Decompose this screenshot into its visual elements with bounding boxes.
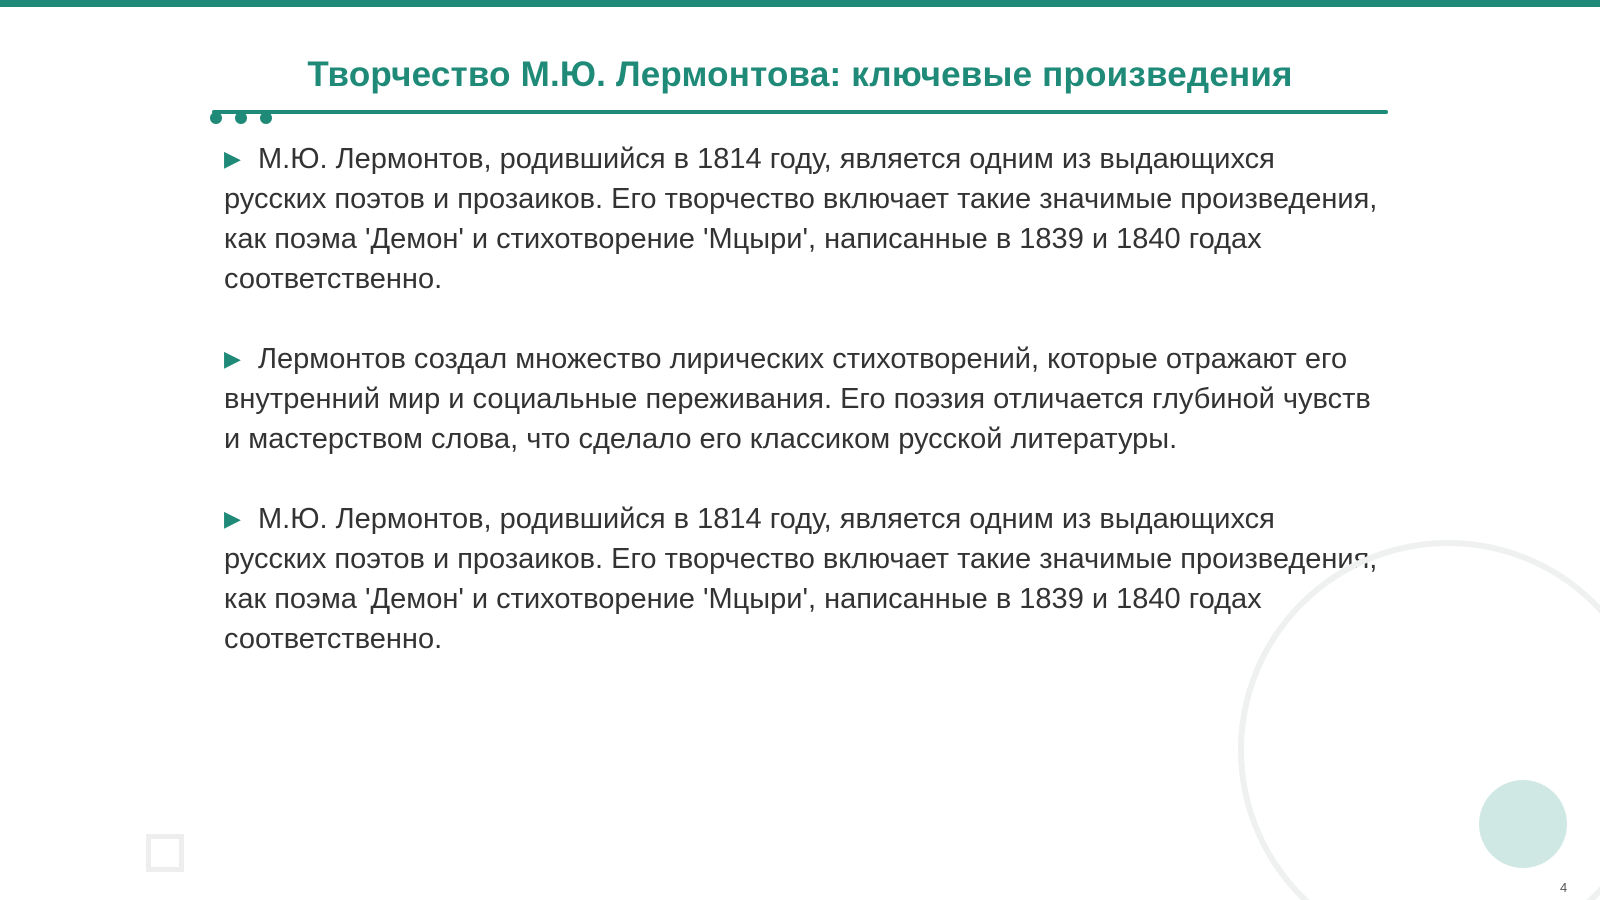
paragraph-text: Лермонтов создал множество лирических стихотворений, которые отражают его внутренний мир и социальные переживания. Его поэзия отличается глубиной чувств и мастерством слова, что сделало его классиком русской литературы. [224,343,1371,455]
decor-square [146,834,184,872]
slide-title: Творчество М.Ю. Лермонтова: ключевые произведения [307,55,1293,94]
slide-body [224,139,1384,699]
paragraph-text: М.Ю. Лермонтов, родившийся в 1814 году, является одним из выдающихся русских поэтов и прозаиков. Его творчество включает такие значимые произведения, как поэма 'Демон' и стихотворение 'Мцыри', написанные в 1839 и 1840 годах соответственно. [224,503,1378,655]
paragraph-text: М.Ю. Лермонтов, родившийся в 1814 году, является одним из выдающихся русских поэтов и прозаиков. Его творчество включает такие значимые произведения, как поэма 'Демон' и стихотворение 'Мцыри', написанные в 1839 и 1840 годах соответственно. [224,143,1378,295]
title-underline [212,110,1388,114]
bullet-paragraph [224,339,1384,459]
decor-dot [235,112,247,124]
decor-dot [260,112,272,124]
triangle-bullet-icon: ▶ [224,146,241,171]
bullet-paragraph [224,139,1384,299]
page-number: 4 [1560,880,1568,895]
top-accent-bar [0,0,1600,7]
decor-dot [210,112,222,124]
triangle-bullet-icon: ▶ [224,346,241,371]
triangle-bullet-icon: ▶ [224,506,241,531]
decor-circle [1479,780,1567,868]
bullet-paragraph [224,499,1384,659]
